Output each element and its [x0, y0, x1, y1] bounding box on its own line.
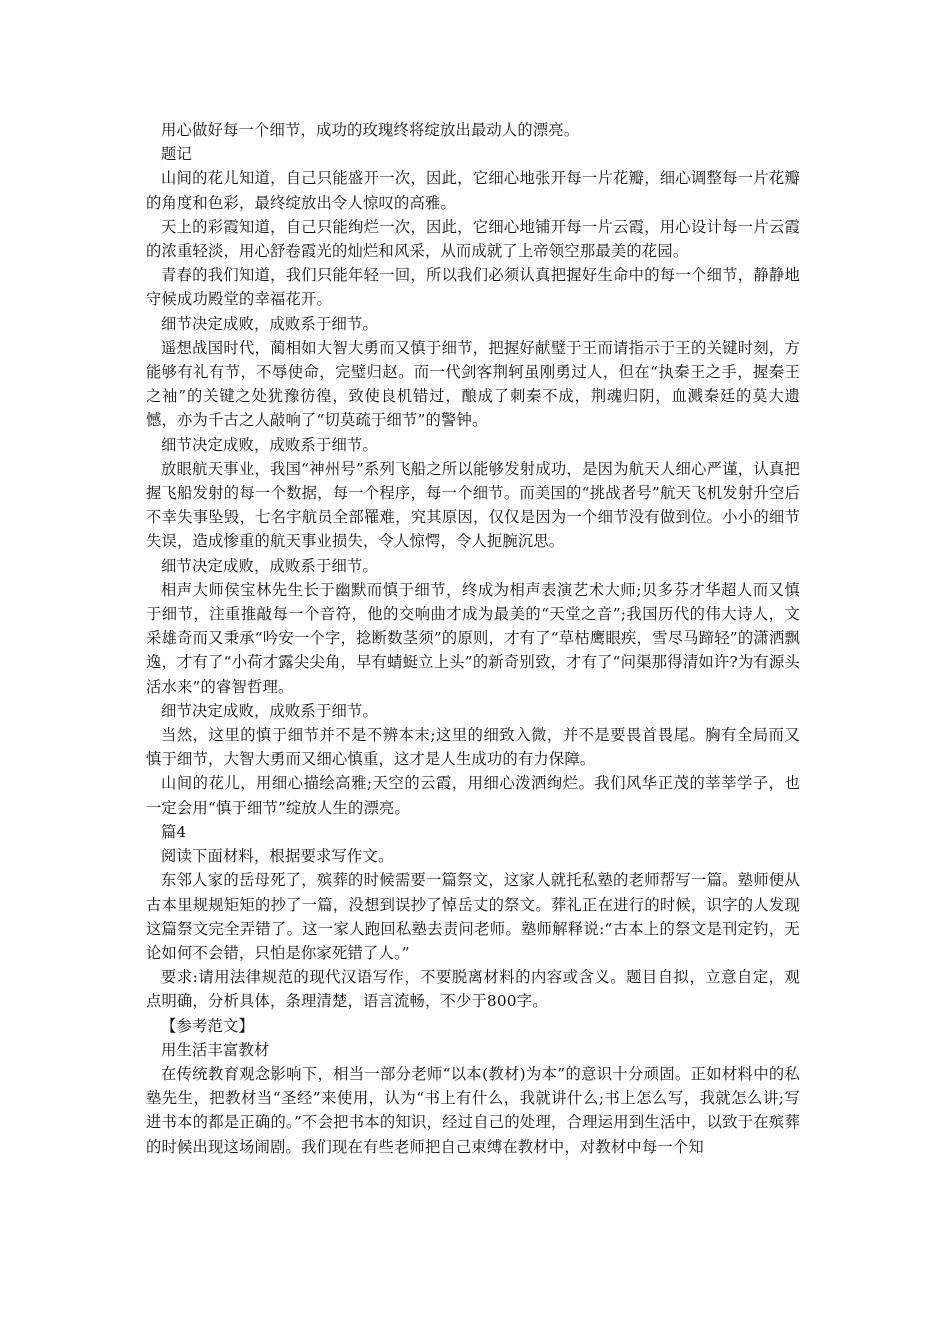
- paragraph-aerospace: 放眼航天事业，我国“神州号”系列飞船之所以能够发射成功，是因为航天人细心严谨，认真把握飞船发射的每一个数据，每一个程序，每一个细节。而美国的“挑战者号”航天飞机发射升空后不幸失事坠毁，七名宇航员全部罹难，究其原因，仅仅是因为一个细节没有做到位。小小的细节失误，造成惨重的航天事业损失，令人惊愕，令人扼腕沉思。: [146, 459, 800, 551]
- document-body: [146, 118, 800, 1159]
- paragraph-refrain-4: 细节决定成败，成败系于细节。: [161, 701, 378, 720]
- paragraph-youth: 青春的我们知道，我们只能年轻一回，所以我们必须认真把握好生命中的每一个细节，静静地守候成功殿堂的幸福花开。: [146, 266, 800, 309]
- paragraph-essay-body: 在传统教育观念影响下，相当一部分老师“以本(教材)为本”的意识十分顽固。正如材料中的私塾先生，把教材当“圣经”来使用，认为“书上有什么，我就讲什么;书上怎么写，我就怎么讲;写进书本的都是正确的。”不会把书本的知识，经过自己的处理，合理运用到生活中，以致于在殡葬的时候出现这场闹剧。我们现在有些老师把自己束缚在教材中，对教材中每一个知: [146, 1064, 800, 1156]
- section-heading-piece-4: 篇4: [161, 822, 187, 841]
- paragraph-intro: 用心做好每一个细节，成功的玫瑰终将绽放出最动人的漂亮。: [161, 121, 580, 139]
- paragraph-refrain-3: 细节决定成败，成败系于细节。: [161, 556, 378, 575]
- paragraph-requirements: 要求:请用法律规范的现代汉语写作，不要脱离材料的内容或含义。题目自拟，立意自定，观点明确，分析具体，条理清楚，语言流畅，不少于800字。: [146, 968, 800, 1011]
- paragraph-epigraph-label: 题记: [161, 145, 192, 164]
- paragraph-masters: 相声大师侯宝林先生长于幽默而慎于细节，终成为相声表演艺术大师;贝多芬才华超人而又慎于细节，注重推敲每一个音符，他的交响曲才成为最美的“天堂之音”;我国历代的伟大诗人，文采雄奇而又秉承“吟安一个字，捻断数茎须”的原则，才有了“草枯鹰眼疾，雪尽马蹄轻”的潇洒飘逸，才有了“小荷才露尖尖角，早有蜻蜓立上头”的新奇别致，才有了“问渠那得清如许?为有源头活水来”的睿智哲理。: [146, 580, 800, 696]
- paragraph-conclusion: 山间的花儿，用细心描绘高雅;天空的云霞，用细心泼洒绚烂。我们风华正茂的莘莘学子，也一定会用“慎于细节”绽放人生的漂亮。: [146, 774, 800, 817]
- paragraph-material: 东邻人家的岳母死了，殡葬的时候需要一篇祭文，这家人就托私塾的老师帮写一篇。塾师便从古本里规规矩矩的抄了一篇，没想到误抄了悼岳丈的祭文。葬礼正在进行的时候，识字的人发现这篇祭文完全弄错了。这一家人跑回私塾去责问老师。塾师解释说:“古本上的祭文是刊定钓，无论如何不会错，只怕是你家死错了人。”: [146, 871, 800, 962]
- paragraph-flowers: 山间的花儿知道，自己只能盛开一次，因此，它细心地张开每一片花瓣，细心调整每一片花瓣的角度和色彩，最终绽放出令人惊叹的高雅。: [146, 169, 800, 212]
- paragraph-refrain-2: 细节决定成败，成败系于细节。: [161, 435, 378, 454]
- paragraph-instruction: 阅读下面材料，根据要求写作文。: [161, 847, 394, 866]
- reference-essay-label: 【参考范文】: [161, 1016, 254, 1035]
- paragraph-balance: 当然，这里的慎于细节并不是不辨本末;这里的细致入微，并不是要畏首畏尾。胸有全局而又慎于细节，大智大勇而又细心慎重，这才是人生成功的有力保障。: [146, 726, 800, 769]
- essay-title: 用生活丰富教材: [161, 1040, 270, 1059]
- paragraph-warring-states: 遥想战国时代，蔺相如大智大勇而又慎于细节，把握好献璧于王而请指示于王的关键时刻，方能够有礼有节，不辱使命，完璧归赵。而一代剑客荆轲虽刚勇过人，但在“执秦王之手，握秦王之袖”的关键之处犹豫彷徨，致使良机错过，酿成了刺秦不成，荆魂归阴，血溅秦廷的莫大遗憾，亦为千古之人敲响了“切莫疏于细节”的警钟。: [146, 338, 800, 430]
- paragraph-refrain-1: 细节决定成败，成败系于细节。: [161, 314, 378, 333]
- paragraph-clouds: 天上的彩霞知道，自己只能绚烂一次，因此，它细心地铺开每一片云霞，用心设计每一片云霞的浓重轻淡，用心舒卷霞光的灿烂和风采，从而成就了上帝领空那最美的花园。: [146, 217, 800, 261]
